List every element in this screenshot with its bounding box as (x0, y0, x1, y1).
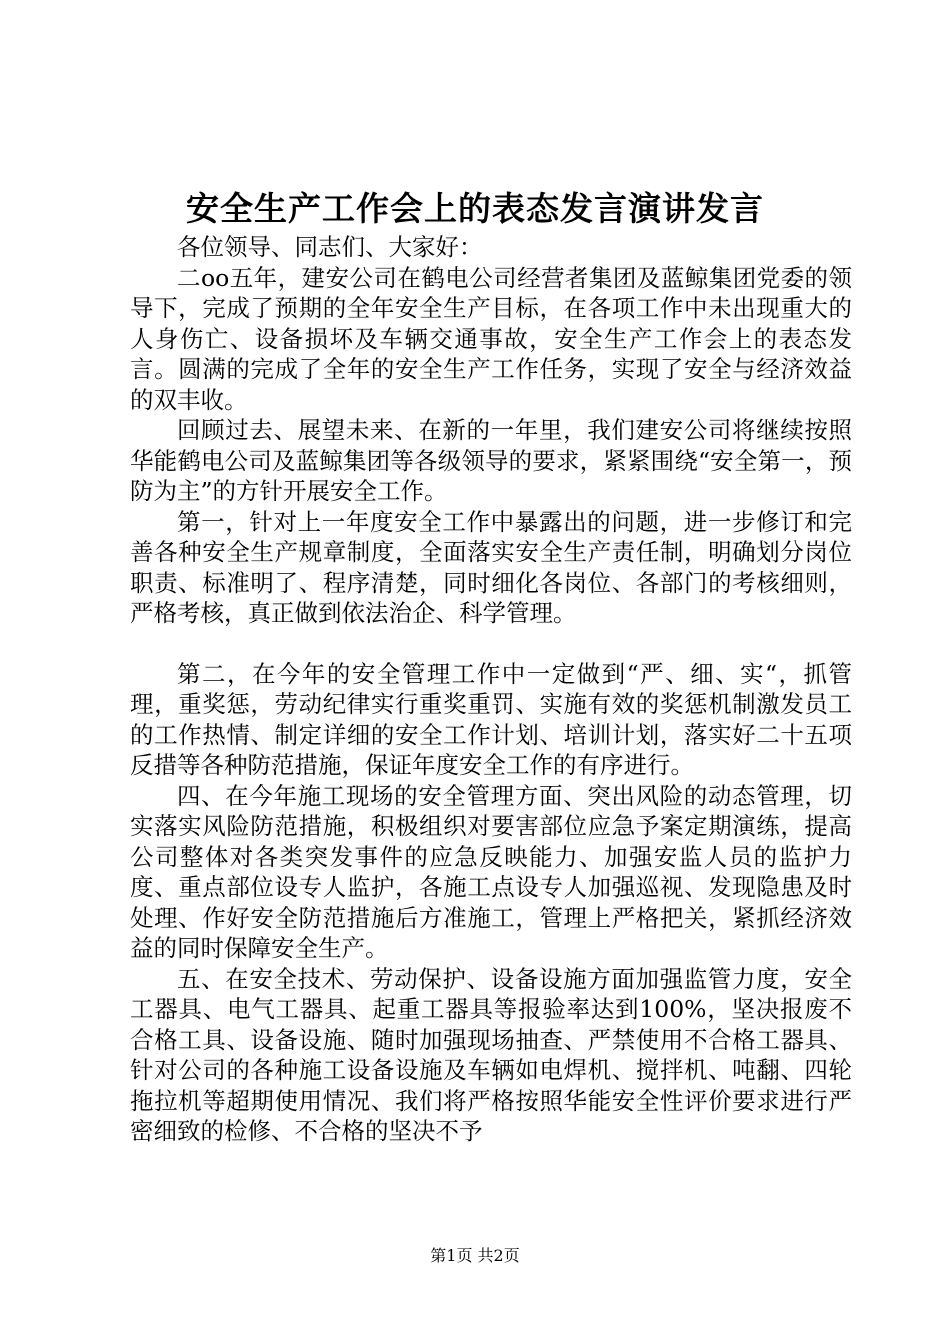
salutation: 各位领导、同志们、大家好： (177, 233, 483, 261)
paragraph-2: 回顾过去、展望未来、在新的一年里，我们建安公司将继续按照华能鹤电公司及蓝鲸集团等各级领导的要求，紧紧围绕“安全第一，预防为主”的方针开展安全工作。 (130, 416, 852, 505)
paragraph-3: 第一，针对上一年度安全工作中暴露出的问题，进一步修订和完善各种安全生产规章制度，全面落实安全生产责任制，明确划分岗位职责、标准明了、程序清楚，同时细化各岗位、各部门的考核细则，严格考核，真正做到依法治企、科学管理。 (130, 507, 852, 627)
paragraph-6: 五、在安全技术、劳动保护、设备设施方面加强监管力度，安全工器具、电气工器具、起重工器具等报验率达到100%，坚决报废不合格工具、设备设施、随时加强现场抽查、严禁使用不合格工器具、针对公司的各种施工设备设施及车辆如电焊机、搅拌机、吨翻、四轮拖拉机等超期使用情况、我们将严格按照华能安全性评价要求进行严密细致的检修、不合格的坚决不予 (130, 964, 852, 1145)
paragraph-4: 第二，在今年的安全管理工作中一定做到“严、细、实“，抓管理，重奖惩，劳动纪律实行重奖重罚、实施有效的奖惩机制激发员工的工作热情、制定详细的安全工作计划、培训计划，落实好二十五项反措等各种防范措施，保证年度安全工作的有序进行。 (130, 659, 852, 779)
document-body (130, 232, 852, 1147)
document-title: 安全生产工作会上的表态发言演讲发言 (186, 189, 764, 228)
paragraph-1: 二oo五年，建安公司在鹤电公司经营者集团及蓝鲸集团党委的领导下，完成了预期的全年安全生产目标，在各项工作中未出现重大的人身伤亡、设备损坏及车辆交通事故，安全生产工作会上的表态发言。圆满的完成了全年的安全生产工作任务，实现了安全与经济效益的双丰收。 (130, 263, 852, 414)
page-number-footer: 第1页 共2页 (430, 1246, 520, 1265)
paragraph-5: 四、在今年施工现场的安全管理方面、突出风险的动态管理，切实落实风险防范措施，积极组织对要害部位应急予案定期演练，提高公司整体对各类突发事件的应急反映能力、加强安监人员的监护力度、重点部位设专人监护，各施工点设专人加强巡视、发现隐患及时处理、作好安全防范措施后方准施工，管理上严格把关，紧抓经济效益的同时保障安全生产。 (130, 781, 852, 962)
